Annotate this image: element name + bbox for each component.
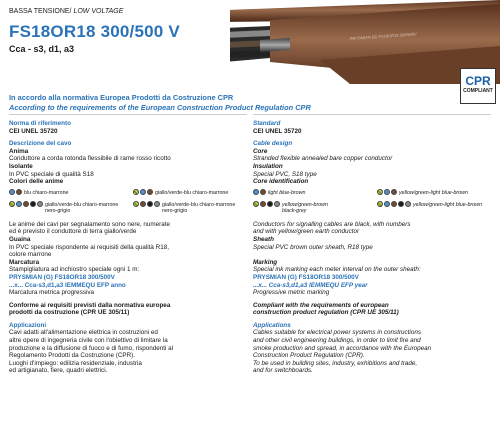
brown-dot	[391, 201, 397, 207]
marking-line: ...x... Cca-s3,d1,a3 IEMMEQU EFP anno	[9, 281, 126, 289]
svg-text:PRYSMIAN (G) FS18OR18 300/500V: PRYSMIAN (G) FS18OR18 300/500V	[349, 31, 417, 41]
swatch-label: black-grey	[282, 207, 307, 214]
yellow-green-dot	[377, 201, 383, 207]
light-blue-dot	[384, 201, 390, 207]
compliance-text: Conforme ai requisiti previsti dalla normativa europea	[9, 301, 171, 309]
body-text: and for switchboards.	[253, 367, 313, 375]
brown-dot	[260, 201, 266, 207]
english-column	[253, 120, 493, 375]
swatch-label: giallo/verde-blu chiaro-marrone	[162, 201, 236, 208]
yellow-green-dot	[253, 201, 259, 207]
marking-line: PRYSMIAN (G) FS18OR18 300/500V	[253, 273, 359, 281]
field-value: Special PVC, S18 type	[253, 170, 317, 178]
swatch-3-core	[133, 190, 228, 196]
section-heading: Applicazioni	[9, 321, 47, 329]
brown-dot	[147, 189, 153, 195]
black-dot	[398, 201, 404, 207]
brown-dot	[23, 201, 29, 207]
swatch-label: nero-grigio	[162, 207, 188, 214]
yellow-green-dot	[133, 189, 139, 195]
field-heading: Insulation	[253, 162, 283, 170]
marking-line: Marcatura metrica progressiva	[9, 289, 95, 297]
compliance-text: prodotti da costruzione (CPR UE 305/11)	[9, 309, 130, 317]
body-text: Cables suitable for electrical power systems in constructions	[253, 329, 421, 337]
body-text: altre opere di ingegneria civile con l'obiettivo di limitare la	[9, 337, 168, 345]
header	[0, 0, 500, 84]
field-heading: Colori delle anime	[9, 178, 64, 186]
grey-dot	[37, 201, 43, 207]
cpr-statement-en: According to the requirements of the European Construction Product Regulation CPR	[9, 103, 311, 112]
body-text: ed artigianato, fiere, quadri elettrici.	[9, 367, 108, 375]
divider	[253, 114, 491, 115]
body-text: Regolamento Prodotti da Costruzione (CPR).	[9, 352, 135, 360]
swatch-2-core	[253, 190, 305, 196]
brown-dot	[260, 189, 266, 195]
light-blue-dot	[140, 189, 146, 195]
swatch-label: yellow/green-brown	[282, 201, 328, 208]
grey-dot	[154, 201, 160, 207]
field-heading: Marking	[253, 258, 278, 266]
field-value: Conduttore a corda rotonda flessibile di rame rosso ricotto	[9, 155, 171, 163]
section-heading: Cable design	[253, 140, 293, 148]
marking-line: Progressive metric marking	[253, 289, 330, 297]
voltage-it: BASSA TENSIONE/	[9, 8, 72, 15]
body-text: To be used in building sites, industry, exhibitions and trade,	[253, 359, 418, 367]
yellow-green-dot	[377, 189, 383, 195]
yellow-green-dot	[133, 201, 139, 207]
field-heading: Core identification	[253, 178, 309, 186]
swatch-label: blu chiaro-marrone	[24, 189, 69, 196]
core-colour-swatches	[9, 186, 249, 216]
brown-dot	[391, 189, 397, 195]
fire-class: Cca - s3, d1, a3	[9, 44, 75, 54]
light-blue-dot	[16, 201, 22, 207]
cpr-statement-it: In accordo alla normativa Europea Prodotti da Costruzione CPR	[9, 93, 234, 102]
field-heading: Guaina	[9, 235, 31, 243]
voltage-en: LOW VOLTAGE	[71, 8, 124, 15]
divider	[9, 114, 247, 115]
swatch-4-core	[253, 202, 328, 214]
swatch-label: giallo/verde-blu chiaro-marrone	[45, 201, 119, 208]
brown-dot	[16, 189, 22, 195]
field-value: colore marrone	[9, 251, 52, 259]
body-text: Le anime dei cavi per segnalamento sono nere, numerate	[9, 220, 171, 228]
black-dot	[30, 201, 36, 207]
swatch-5-core	[377, 202, 482, 208]
badge-subtitle: COMPLIANT	[463, 88, 493, 94]
brown-dot	[140, 201, 146, 207]
swatch-4-core	[133, 202, 235, 214]
body-text: ed è previsto il conduttore di terra giallo/verde	[9, 228, 137, 236]
compliance-text: construction product regulation (CPR UE 305/11)	[253, 309, 399, 317]
badge-title: CPR	[465, 74, 491, 88]
field-value: In PVC speciale di qualità S18	[9, 170, 94, 178]
swatch-2-core	[9, 190, 68, 196]
section-heading: Standard	[253, 120, 281, 127]
cpr-compliant-badge	[460, 68, 496, 104]
marking-line: PRYSMIAN (G) FS18OR18 300/500V	[9, 273, 115, 281]
standard-value: CEI UNEL 35720	[9, 127, 58, 135]
field-heading: Marcatura	[9, 258, 40, 266]
body-text: Luoghi d'impiego: edilizia residenziale, industria	[9, 359, 142, 367]
light-blue-dot	[253, 189, 259, 195]
section-heading: Applications	[253, 321, 291, 329]
body-text: produzione e la diffusione di fuoco e di fumo, rispondenti al	[9, 344, 174, 352]
voltage-category	[9, 8, 123, 15]
body-text: Construction Product Regulation (CPR).	[253, 352, 365, 360]
section-heading: Norma di riferimento	[9, 120, 71, 127]
swatch-label: yellow/green-light blue-brown	[399, 189, 468, 196]
yellow-green-dot	[9, 201, 15, 207]
field-value: Stampigliatura ad inchiostro speciale ogni 1 m:	[9, 266, 140, 274]
light-blue-dot	[9, 189, 15, 195]
field-value: Special PVC brown outer sheath, R18 type	[253, 243, 373, 251]
field-heading: Core	[253, 147, 268, 155]
swatch-5-core	[9, 202, 118, 214]
field-value: Special ink marking each meter interval on the outer sheath:	[253, 266, 421, 274]
compliance-text: Compliant with the requirements of european	[253, 301, 389, 309]
swatch-3-core	[377, 190, 468, 196]
swatch-label: nero-grigio	[45, 207, 71, 214]
grey-dot	[405, 201, 411, 207]
section-heading: Descrizione del cavo	[9, 140, 72, 148]
italian-column	[9, 120, 249, 375]
swatch-label: light blue-brown	[268, 189, 306, 196]
grey-dot	[274, 201, 280, 207]
body-text: Cavi adatti all'alimentazione elettrica in costruzioni ed	[9, 329, 158, 337]
light-blue-dot	[384, 189, 390, 195]
standard-value: CEI UNEL 35720	[253, 127, 302, 135]
body-text: and with yellow/green earth conductor	[253, 228, 360, 236]
core-colour-swatches	[253, 186, 493, 216]
field-heading: Anima	[9, 147, 29, 155]
field-value: Stranded flexible annealed bare copper conductor	[253, 155, 393, 163]
marking-line: ...x... Cca-s3,d1,a3 IEMMEQU EFP year	[253, 281, 368, 289]
swatch-label: giallo/verde-blu chiaro-marrone	[155, 189, 229, 196]
field-value: In PVC speciale rispondente ai requisiti della qualità R18,	[9, 243, 169, 251]
field-heading: Sheath	[253, 235, 274, 243]
product-title: FS18OR18 300/500 V	[9, 22, 180, 41]
body-text: smoke production and spread, in accordance with the European	[253, 344, 432, 352]
black-dot	[267, 201, 273, 207]
swatch-label: yellow/green-light blue-brown	[413, 201, 482, 208]
body-text: Conductors for signalling cables are black, with numbers	[253, 220, 411, 228]
body-text: and other civil engineering buildings, in order to limit fire and	[253, 337, 421, 345]
black-dot	[147, 201, 153, 207]
field-heading: Isolante	[9, 162, 33, 170]
